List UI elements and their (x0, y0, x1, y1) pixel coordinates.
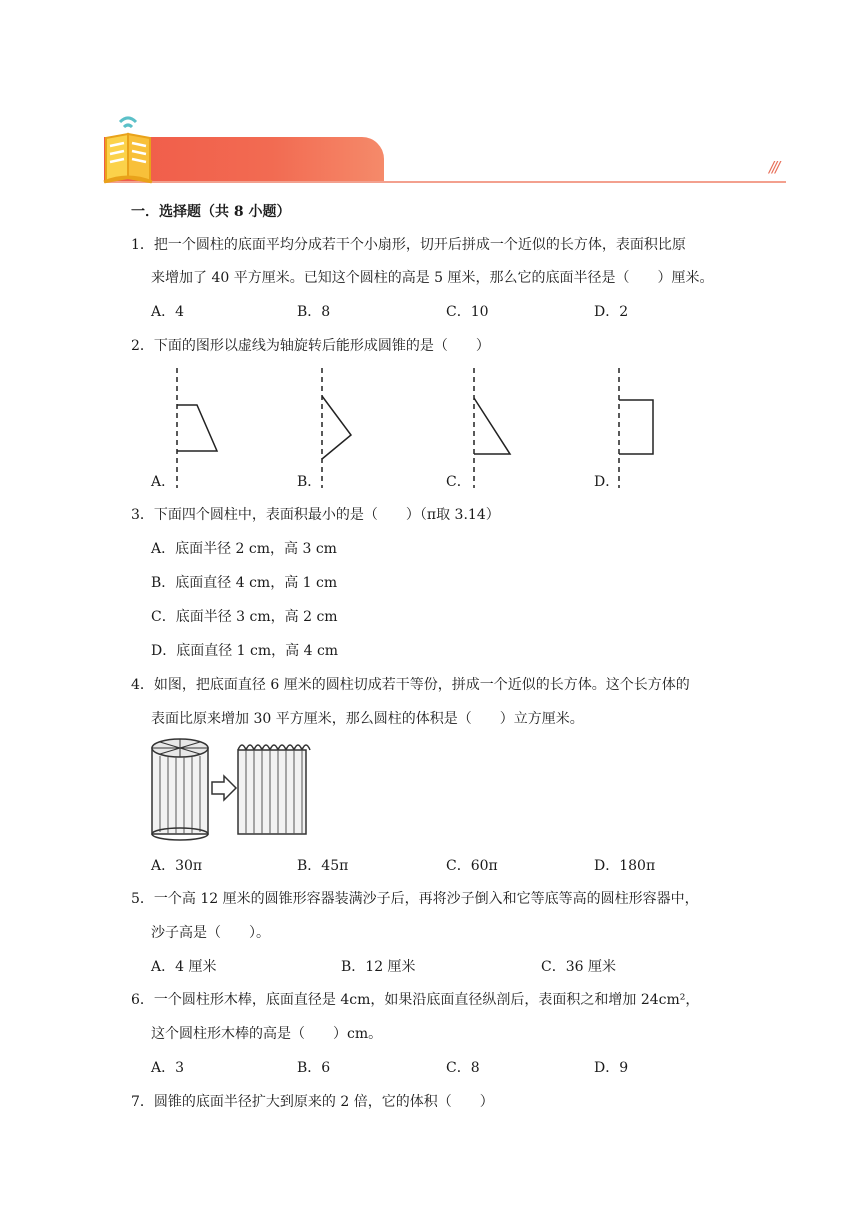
q3-option-b[interactable]: B．底面直径 4 cm，高 1 cm (151, 575, 338, 591)
q4-option-c[interactable]: C．60π (446, 858, 498, 874)
q3-option-d[interactable]: D．底面直径 1 cm，高 4 cm (151, 643, 339, 659)
q2-figure-a (166, 366, 236, 490)
q2-figure-c (463, 366, 523, 490)
q2-option-d[interactable]: D． (594, 474, 620, 490)
q6-option-a[interactable]: A．3 (151, 1060, 185, 1076)
q1-option-d[interactable]: D．2 (594, 304, 629, 320)
section-title: 一．选择题（共 8 小题） (131, 204, 291, 220)
q4-option-d[interactable]: D．180π (594, 858, 656, 874)
q3-line1: 3．下面四个圆柱中，表面积最小的是（ ）（π取 3.14） (131, 507, 500, 523)
q1-line1: 1．把一个圆柱的底面平均分成若干个小扇形，切开后拼成一个近似的长方体，表面积比原 (131, 237, 686, 253)
q5-option-c[interactable]: C．36 厘米 (541, 959, 616, 975)
q7-line1: 7．圆锥的底面半径扩大到原来的 2 倍，它的体积（ ） (131, 1094, 494, 1110)
q5-line2: 沙子高是（ ）。 (151, 925, 270, 941)
q2-line1: 2．下面的图形以虚线为轴旋转后能形成圆锥的是（ ） (131, 338, 490, 354)
q1-option-a[interactable]: A．4 (151, 304, 185, 320)
banner-underline (104, 181, 786, 183)
q4-option-a[interactable]: A．30π (151, 858, 203, 874)
q1-option-c[interactable]: C．10 (446, 304, 489, 320)
book-icon (100, 110, 160, 186)
q1-option-b[interactable]: B．8 (297, 304, 331, 320)
q2-option-b[interactable]: B． (297, 474, 322, 490)
q6-line2: 这个圆柱形木棒的高是（ ）cm。 (151, 1026, 383, 1042)
q5-option-a[interactable]: A．4 厘米 (151, 959, 217, 975)
q4-line1: 4．如图，把底面直径 6 厘米的圆柱切成若干等份，拼成一个近似的长方体。这个长方体的 (131, 677, 690, 693)
q2-option-c[interactable]: C． (446, 474, 471, 490)
q4-cylinder-figure (148, 736, 314, 842)
q5-line1: 5．一个高 12 厘米的圆锥形容器装满沙子后，再将沙子倒入和它等底等高的圆柱形容器中， (131, 891, 699, 907)
q3-option-c[interactable]: C．底面半径 3 cm，高 2 cm (151, 609, 338, 625)
q4-line2: 表面比原来增加 30 平方厘米，那么圆柱的体积是（ ）立方厘米。 (151, 711, 584, 727)
q2-option-a[interactable]: A． (151, 474, 176, 490)
q6-option-b[interactable]: B．6 (297, 1060, 331, 1076)
q6-option-c[interactable]: C．8 (446, 1060, 480, 1076)
q3-option-a[interactable]: A．底面半径 2 cm，高 3 cm (151, 541, 337, 557)
q6-line1: 6．一个圆柱形木棒，底面直径是 4cm，如果沿底面直径纵剖后，表面积之和增加 24cm²， (131, 992, 700, 1008)
q1-line2: 来增加了 40 平方厘米。已知这个圆柱的高是 5 厘米，那么它的底面半径是（ ）厘米。 (151, 270, 714, 286)
q5-option-b[interactable]: B．12 厘米 (341, 959, 416, 975)
q6-option-d[interactable]: D．9 (594, 1060, 629, 1076)
q4-option-b[interactable]: B．45π (297, 858, 349, 874)
slash-decoration: /// (769, 158, 779, 176)
